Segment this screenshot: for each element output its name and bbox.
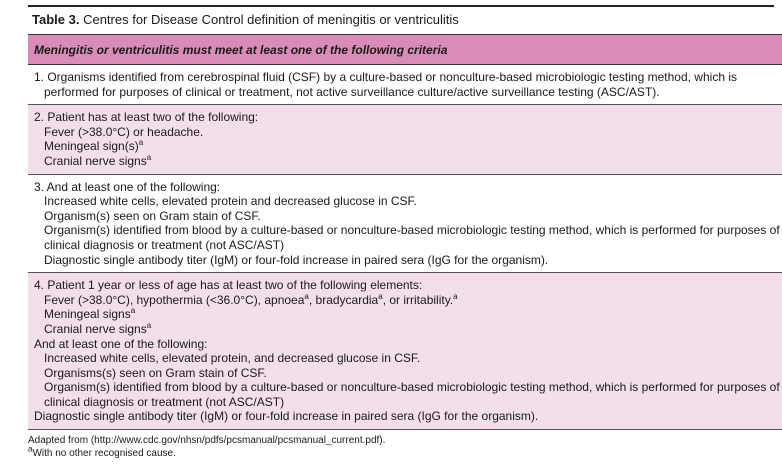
criterion-4-meningeal: Meningeal signs$^a$	[44, 306, 136, 322]
criterion-1-line-1: 1. Organisms identified from cerebrospinal fluid (CSF) by a culture-based or nonculture-based microbiologic testing method, which is	[34, 70, 737, 84]
footnote-marker: a	[304, 291, 309, 301]
criteria-table	[28, 34, 782, 430]
footnote-marker: a	[138, 138, 144, 148]
criterion-3-gram: Organism(s) seen on Gram stain of CSF.	[44, 208, 261, 223]
top-rule	[28, 5, 774, 7]
footnote-marker: a	[146, 152, 152, 162]
criterion-2-cranial: Cranial nerve signs$^a$	[44, 152, 152, 168]
footnote-marker: a	[28, 444, 33, 454]
criterion-4-intro: 4. Patient 1 year or less of age has at least two of the following elements:	[34, 278, 423, 293]
criterion-4-gram: Organisms(s) seen on Gram stain of CSF.	[44, 365, 267, 380]
criterion-row-1	[28, 65, 782, 105]
criterion-4-blood-1: Organism(s) identified from blood by a culture-based or nonculture-based microbiologic testing method, which is performed for purposes of	[44, 380, 780, 395]
criterion-4-blood-2: clinical diagnosis or treatment (not ASC/AST)	[44, 394, 285, 409]
footer-note: $^a$With no other recognised cause.	[28, 444, 176, 459]
criterion-3-blood-2: clinical diagnosis or treatment (not ASC/AST)	[44, 237, 285, 252]
criterion-row-3	[28, 174, 782, 273]
criterion-3-intro: 3. And at least one of the following:	[34, 179, 221, 194]
criterion-4-cranial: Cranial nerve signs$^a$	[44, 320, 152, 336]
criterion-2-fever: Fever (>38.0°C) or headache.	[44, 124, 204, 139]
criterion-4-cells: Increased white cells, elevated protein, and decreased glucose in CSF.	[44, 351, 421, 366]
table-footer	[28, 434, 385, 460]
criterion-row-2	[28, 105, 782, 174]
criterion-3-cells: Increased white cells, elevated protein and decreased glucose in CSF.	[44, 194, 417, 209]
table-header-row	[28, 35, 782, 65]
footer-adapted: Adapted from (http://www.cdc.gov/nhsn/pdfs/pcsmanual/pcsmanual_current.pdf).	[28, 435, 386, 446]
criterion-3-titer: Diagnostic single antibody titer (IgM) or four-fold increase in paired sera (IgG for the organism).	[44, 252, 549, 267]
table-header: Meningitis or ventriculitis must meet at least one of the following criteria	[34, 43, 448, 57]
criterion-1-line-2: performed for purposes of clinical or treatment, not active surveillance culture/active surveillance testing (ASC/AST).	[44, 84, 660, 99]
criterion-4-fever: Fever (>38.0°C), hypothermia (<36.0°C), apnoea$^a$, bradycardia$^a$, or irritability.$^a$	[44, 291, 458, 307]
table-caption: Centres for Disease Control definition of meningitis or ventriculitis	[83, 12, 459, 27]
criterion-2-intro: 2. Patient has at least two of the following:	[34, 110, 259, 125]
table-label: Table 3.	[32, 12, 80, 27]
table-title	[32, 12, 459, 27]
criterion-2-meningeal: Meningeal $sign(s)^a$	[44, 138, 144, 154]
footnote-marker: a	[378, 291, 383, 301]
criterion-3-blood-1: Organism(s) identified from blood by a culture-based or nonculture-based microbiologic testing method, which is performed for purposes of	[44, 223, 780, 238]
footnote-marker: a	[146, 320, 152, 330]
footnote-marker: a	[130, 306, 136, 316]
criterion-4-and: And at least one of the following:	[34, 336, 208, 351]
footnote-marker: a	[453, 291, 458, 301]
criterion-4-titer: Diagnostic single antibody titer (IgM) or four-fold increase in paired sera (IgG for the organism).	[34, 409, 539, 424]
criterion-row-4	[28, 273, 782, 430]
